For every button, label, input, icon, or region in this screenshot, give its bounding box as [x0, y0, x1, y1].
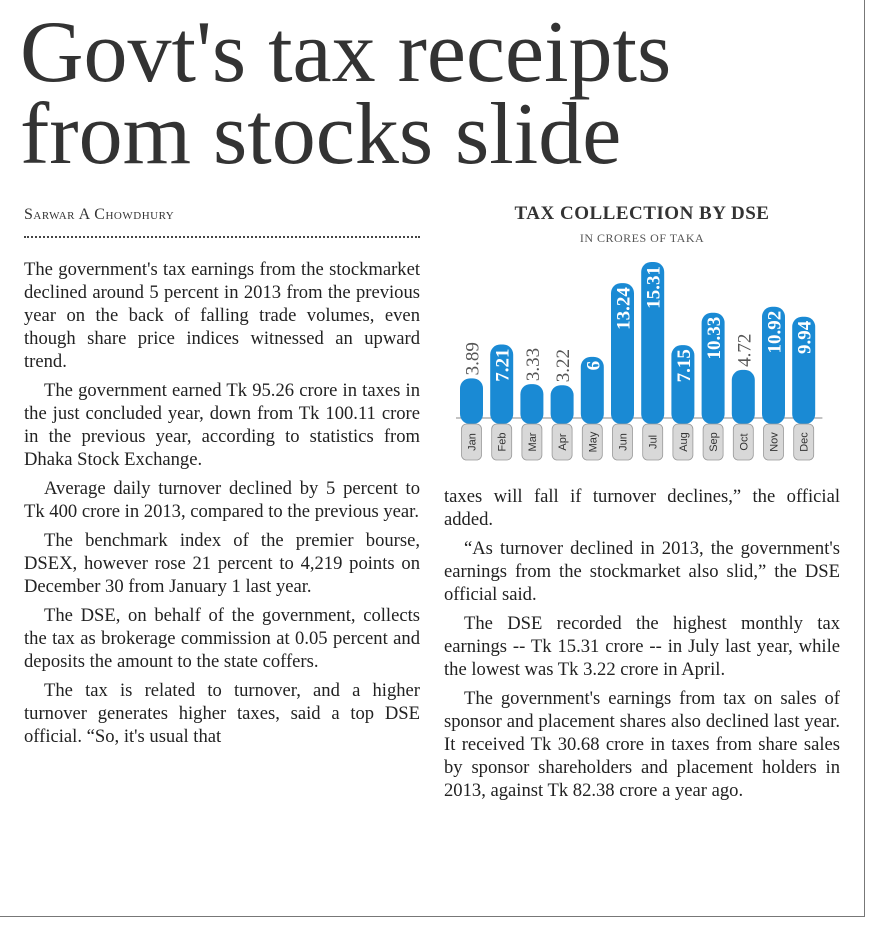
value-label-dec: 9.94	[794, 320, 816, 354]
month-label-apr: Apr	[557, 433, 570, 451]
paragraph: Average daily turnover declined by 5 percent to Tk 400 crore in 2013, compared to the previous year.	[24, 478, 420, 522]
byline: Sarwar A Chowdhury	[24, 206, 175, 223]
month-label-mar: Mar	[526, 432, 539, 452]
paragraph: The benchmark index of the premier bourse, DSEX, however rose 21 percent to 4,219 points on December 30 from January 1 last year.	[24, 530, 420, 597]
bar-mar	[520, 384, 543, 424]
month-label-feb: Feb	[496, 432, 509, 452]
value-label-jan: 3.89	[462, 342, 484, 376]
month-label-jun: Jun	[617, 433, 630, 451]
byline-divider	[24, 236, 420, 238]
month-label-sep: Sep	[708, 432, 721, 452]
chart-subtitle: IN CRORES OF TAKA	[579, 231, 705, 245]
column-right	[444, 485, 840, 808]
paragraph: The DSE, on behalf of the government, collects the tax as brokerage commission at 0.05 percent and deposits the amount to the state coffers.	[24, 605, 420, 672]
headline-line-2: from stocks slide	[20, 86, 622, 183]
value-label-mar: 3.33	[522, 347, 544, 382]
month-label-may: May	[587, 431, 600, 453]
value-label-apr: 3.22	[553, 348, 575, 383]
paragraph: The government's tax earnings from the stockmarket declined around 5 percent in 2013 from the previous year on the back of falling trade volumes, even though share price indices witnessed an upward trend.	[24, 259, 420, 372]
month-label-dec: Dec	[798, 432, 811, 452]
value-label-aug: 7.15	[673, 349, 695, 383]
paragraph: The government's earnings from tax on sales of sponsor and placement shares also declined last year. It received Tk 30.68 crore in taxes from share sales by sponsor shareholders and placement holders in 2013, against Tk 82.38 crore a year ago.	[444, 688, 840, 801]
value-label-oct: 4.72	[734, 333, 756, 367]
month-label-oct: Oct	[738, 433, 751, 451]
paragraph: The government earned Tk 95.26 crore in taxes in the just concluded year, down from Tk 100.11 crore in the previous year, according to statistics from Dhaka Stock Exchange.	[24, 380, 420, 470]
headline	[20, 4, 860, 183]
chart-title: TAX COLLECTION BY DSE	[514, 203, 770, 224]
paragraph: The tax is related to turnover, and a higher turnover generates higher taxes, said a top DSE official. “So, it's usual that	[24, 680, 420, 747]
paragraph: The DSE recorded the highest monthly tax earnings -- Tk 15.31 crore -- in July last year, while the lowest was Tk 3.22 crore in April.	[444, 613, 840, 680]
value-label-jul: 15.31	[643, 266, 665, 309]
paragraph: taxes will fall if turnover declines,” the official added.	[444, 486, 840, 530]
paragraph: “As turnover declined in 2013, the government's earnings from the stockmarket also slid,” the DSE official said.	[444, 538, 840, 605]
value-label-may: 6	[583, 360, 605, 371]
value-label-sep: 10.33	[704, 316, 726, 360]
bar-oct	[732, 370, 755, 424]
bar-jan	[460, 378, 483, 424]
month-label-nov: Nov	[768, 432, 781, 452]
value-label-nov: 10.92	[764, 310, 786, 354]
month-label-jul: Jul	[647, 434, 660, 450]
headline-line-1: Govt's tax receipts	[20, 4, 672, 101]
value-label-feb: 7.21	[492, 348, 514, 382]
month-label-aug: Aug	[677, 432, 690, 452]
tax-bar-chart	[456, 246, 840, 466]
value-label-jun: 13.24	[613, 287, 635, 330]
bar-apr	[551, 385, 574, 424]
column-left	[24, 258, 420, 754]
month-label-jan: Jan	[466, 433, 479, 451]
